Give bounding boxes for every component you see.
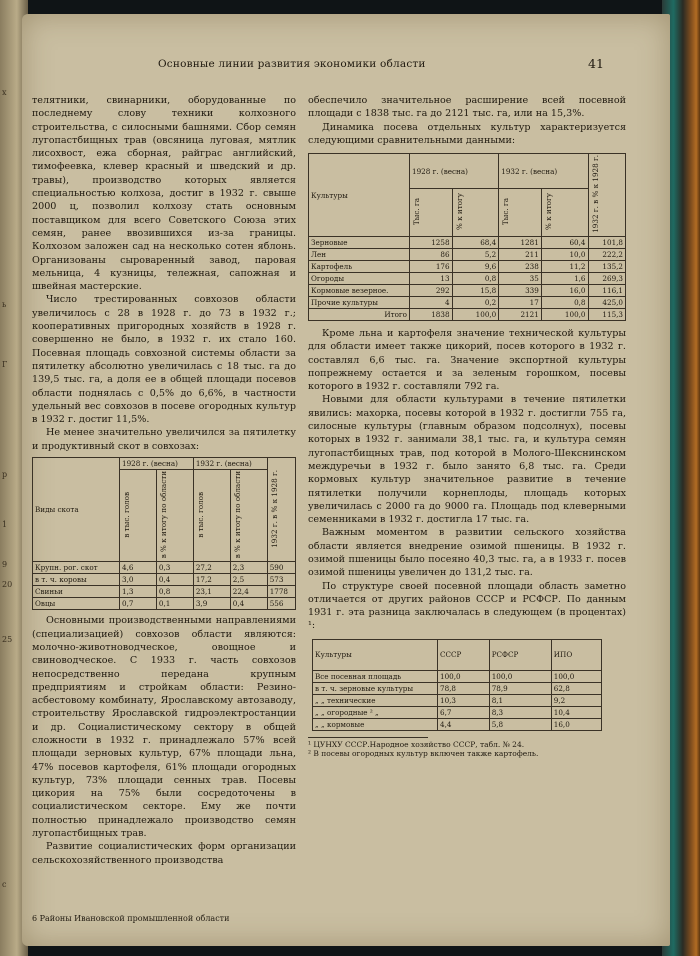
table-header: в % к итогу по области: [156, 470, 193, 562]
table-cell: 16,0: [541, 284, 588, 296]
table-cell: 116,1: [588, 284, 626, 296]
right-column: [308, 94, 626, 759]
table-cell: 0,8: [541, 296, 588, 308]
margin-text: 1: [2, 520, 8, 529]
table-cell: в т. ч. зерновые культуры: [313, 682, 438, 694]
table-cell: 573: [267, 574, 295, 586]
table-cell: 10,4: [551, 706, 601, 718]
table-cell: 1,3: [120, 586, 157, 598]
table-cell: „ „ кормовые: [313, 718, 438, 730]
table-header: 1932 г. в % к 1928 г.: [588, 154, 626, 237]
table-cell: 115,3: [588, 308, 626, 320]
table-cell: 4,6: [120, 562, 157, 574]
table-header: в % к итогу по области: [230, 470, 267, 562]
margin-text: 25: [2, 635, 13, 644]
table-row: [33, 562, 296, 574]
table-cell: 3,0: [120, 574, 157, 586]
paragraph: Динамика посева отдельных культур характеризуется следующими сравнительными данными:: [308, 121, 626, 146]
livestock-table: [32, 457, 296, 610]
table-cell: 590: [267, 562, 295, 574]
paragraph: Не менее значительно увеличился за пятилетку и продуктивный скот в совхозах:: [32, 427, 296, 452]
signature-line: 6 Районы Ивановской промышленной области: [32, 914, 230, 923]
table-cell: 86: [410, 248, 453, 260]
table-row: [309, 284, 626, 296]
table-cell: 425,0: [588, 296, 626, 308]
table-cell: 22,4: [230, 586, 267, 598]
table-cell: 11,2: [541, 260, 588, 272]
table-cell: 0,1: [156, 598, 193, 610]
table-cell: 9,2: [551, 694, 601, 706]
table-header: Культуры: [313, 639, 438, 670]
paragraph: Кроме льна и картофеля значение технической культуры для области имеет также цикорий, посев которого в 1932 г. составлял 6,6 тыс. га. Значение экспортной культуры попрежнему остается и за зеленым горошком, посевы которого в 1932 г. составляли 792 га.: [308, 327, 626, 393]
footnote: ¹ ЦУНХУ СССР.Народное хозяйство СССР, табл. № 24.: [308, 739, 525, 749]
table-row: [309, 260, 626, 272]
table-cell: 68,4: [452, 236, 499, 248]
table-cell: 10,0: [541, 248, 588, 260]
table-cell: „ „ технические: [313, 694, 438, 706]
table-cell: 2121: [499, 308, 542, 320]
table-header: СССР: [438, 639, 490, 670]
table-header: в тыс. голов: [120, 470, 157, 562]
table-cell: 176: [410, 260, 453, 272]
table-cell: 27,2: [193, 562, 230, 574]
table-cell: 0,8: [156, 586, 193, 598]
table-row: [309, 296, 626, 308]
table-cell: Овцы: [33, 598, 120, 610]
table-cell: 23,1: [193, 586, 230, 598]
table-row: [309, 272, 626, 284]
table-cell: 17,2: [193, 574, 230, 586]
table-cell: 238: [499, 260, 542, 272]
table-cell: 2,3: [230, 562, 267, 574]
table-header: % к итогу: [541, 188, 588, 236]
table-header: 1932 г. (весна): [499, 154, 588, 189]
paragraph: телятники, свинарники, оборудованные по последнему слову техники колхозного строительства, с силосными башнями. Сбор семян лугопастбищных трав (овсяница луговая, мятлик лисохвост, ежа сборная, райграс английский, тимофеевка, клевер красный и шведский и др. травы), производство которых является специальностью колхоза, достиг в 1932 г. свыше 2000 ц, позволил колхозу стать основным поставщиком для всего Советского Союза этих семян, ранее ввозившихся из-за границы. Колхозом заложен сад на несколько сотен яблонь. Организованы сыроваренный завод, паровая мельница, 4 кузницы, тележная, сапожная и швейная мастерские.: [32, 95, 296, 293]
paragraph: Важным моментом в развитии сельского хозяйства области является внедрение озимой пшеницы. В 1932 г. озимой пшеницы было посеяно 40,3 тыс. га, а в 1933 г. посев озимой пшеницы увеличен до 131,2 тыс. га.: [308, 527, 626, 579]
table-row: [309, 236, 626, 248]
table-cell: 101,8: [588, 236, 626, 248]
table-cell: Картофель: [309, 260, 410, 272]
table-cell: 100,0: [551, 670, 601, 682]
table-header: 1932 г. в % к 1928 г.: [267, 458, 295, 562]
table-cell: 0,3: [156, 562, 193, 574]
margin-text: Г: [2, 360, 8, 369]
table-cell: Свиньи: [33, 586, 120, 598]
table-row: [313, 670, 602, 682]
table-total-row: [309, 308, 626, 320]
table-cell: 100,0: [541, 308, 588, 320]
table-cell: 3,9: [193, 598, 230, 610]
table-header: Тыс. га: [410, 188, 453, 236]
table-cell: 15,8: [452, 284, 499, 296]
running-header: [22, 58, 670, 78]
paragraph: обеспечило значительное расширение всей посевной площади с 1838 тыс. га до 2121 тыс. га, или на 15,3%.: [308, 95, 626, 120]
table-cell: 1838: [410, 308, 453, 320]
table-header: 1928 г. (весна): [410, 154, 499, 189]
table-header: ИПО: [551, 639, 601, 670]
table-row: [33, 574, 296, 586]
paragraph: Число трестированных совхозов области увеличилось с 28 в 1928 г. до 73 в 1932 г.; кооперативных пригородных хозяйств в 1928 г. совершенно не было, в 1932 г. их стало 160. Посевная площадь совхозной системы области за пятилетку абсолютно увеличилась с 18 тыс. га до 139,5 тыс. га, а доля ее в общей площади посевов области поднялась с 0,5% до 6,6%, в частности удельный вес совхозов в посеве огородных культур в 1932 г. достиг 11,5%.: [32, 294, 296, 426]
table-header: Виды скота: [33, 458, 120, 562]
table-cell: Зерновые: [309, 236, 410, 248]
margin-text: 9: [2, 560, 8, 569]
table-header: Культуры: [309, 154, 410, 237]
table-cell: 35: [499, 272, 542, 284]
table-cell: 100,0: [489, 670, 551, 682]
table-row: [33, 586, 296, 598]
margin-text: р: [2, 470, 8, 479]
table-cell: 0,4: [156, 574, 193, 586]
table-cell: 292: [410, 284, 453, 296]
table-cell: Лен: [309, 248, 410, 260]
table-cell: 556: [267, 598, 295, 610]
table-row: [313, 694, 602, 706]
table-cell: 17: [499, 296, 542, 308]
table-row: [313, 706, 602, 718]
table-cell: 16,0: [551, 718, 601, 730]
table-cell: 13: [410, 272, 453, 284]
table-cell: 60,4: [541, 236, 588, 248]
footnote: ² В посевы огородных культур включен также картофель.: [308, 749, 539, 759]
paragraph: Новыми для области культурами в течение пятилетки явились: махорка, посевы которой в 1932 г. достигли 755 га, силосные культуры (главным образом подсолнух), посевы которых в 1932 г. занимали 38,1 тыс. га, и культура семян лугопастбищных трав, под которой в Молого-Шекснинском междуречьи в 1932 г. было занято 6,8 тыс. га. Среди кормовых культур значительное развитие в течение пятилетки получили корнеплоды, площадь которых увеличилась с 2000 га до 9000 га. Площадь под клеверными семенниками в 1932 г. достигла 17 тыс. га.: [308, 394, 626, 526]
table-cell: Кормовые везерное.: [309, 284, 410, 296]
table-cell: 78,9: [489, 682, 551, 694]
table-header: в тыс. голов: [193, 470, 230, 562]
margin-text: с: [2, 880, 7, 889]
table-cell: Огороды: [309, 272, 410, 284]
table-cell: 1778: [267, 586, 295, 598]
table-cell: Прочие культуры: [309, 296, 410, 308]
sown-area-structure-table: [312, 639, 602, 731]
table-cell: 100,0: [438, 670, 490, 682]
table-header: РСФСР: [489, 639, 551, 670]
table-cell: 4: [410, 296, 453, 308]
paragraph: Основными производственными направлениями (специализацией) совхозов области являются: молочно-животноводческое, овощное и свиноводческое. С 1933 г. часть совхозов непосредственно передана крупным предприятиям и стройкам области: Резино-асбестовому комбинату, Ярославскому автозаводу, строительству Ярославской гидроэлектростанции и др. Социалистическому сектору в общей сложности в 1932 г. принадлежало 57% всей площади зерновых культур, 67% площади льна, 47% посевов картофеля, 61% площади огородных культур, 73% площади сенных трав. Посевы цикория на 75% были сосредоточены в социалистическом секторе. Ему же почти полностью принадлежало производство семян лугопастбищных трав.: [32, 615, 296, 840]
table-header: Тыс. га: [499, 188, 542, 236]
table-header: 1928 г. (весна): [120, 458, 194, 470]
table-cell: Крупн. рог. скот: [33, 562, 120, 574]
table-cell: в т. ч. коровы: [33, 574, 120, 586]
table-cell: 0,2: [452, 296, 499, 308]
table-row: [33, 598, 296, 610]
table-cell: 100,0: [452, 308, 499, 320]
crop-dynamics-table: [308, 153, 626, 321]
paragraph: По структуре своей посевной площади область заметно отличается от других районов СССР и РСФСР. По данным 1931 г. эта разница заключалась в следующем (в процентах) ¹:: [308, 580, 626, 632]
table-cell: 0,7: [120, 598, 157, 610]
table-cell: 1,6: [541, 272, 588, 284]
table-cell: Все посевная площадь: [313, 670, 438, 682]
table-header: % к итогу: [452, 188, 499, 236]
running-title: Основные линии развития экономики области: [158, 58, 426, 70]
table-cell: 4,4: [438, 718, 490, 730]
book-page: [22, 14, 670, 946]
left-column: [32, 94, 296, 867]
table-cell: 62,8: [551, 682, 601, 694]
table-cell: 8,1: [489, 694, 551, 706]
table-row: [313, 718, 602, 730]
table-cell: 135,2: [588, 260, 626, 272]
table-cell: 1258: [410, 236, 453, 248]
table-cell: 8,3: [489, 706, 551, 718]
table-cell: 339: [499, 284, 542, 296]
table-row: [313, 682, 602, 694]
table-cell: 211: [499, 248, 542, 260]
paragraph: Развитие социалистических форм организации сельскохозяйственного производства: [32, 841, 296, 866]
page-number: 41: [588, 56, 604, 71]
table-cell: 1281: [499, 236, 542, 248]
table-cell: 5,8: [489, 718, 551, 730]
table-row: [309, 248, 626, 260]
table-cell: „ „ огородные ² „: [313, 706, 438, 718]
table-cell: 5,2: [452, 248, 499, 260]
table-cell: 6,7: [438, 706, 490, 718]
margin-text: ь: [2, 300, 7, 309]
table-cell: 222,2: [588, 248, 626, 260]
table-cell: 10,3: [438, 694, 490, 706]
table-cell: 0,4: [230, 598, 267, 610]
table-cell: Итого: [309, 308, 410, 320]
table-cell: 2,5: [230, 574, 267, 586]
margin-text: 20: [2, 580, 13, 589]
table-cell: 9,6: [452, 260, 499, 272]
table-header: 1932 г. (весна): [193, 458, 267, 470]
margin-text: х: [2, 88, 7, 97]
table-cell: 0,8: [452, 272, 499, 284]
table-cell: 269,3: [588, 272, 626, 284]
table-cell: 78,8: [438, 682, 490, 694]
